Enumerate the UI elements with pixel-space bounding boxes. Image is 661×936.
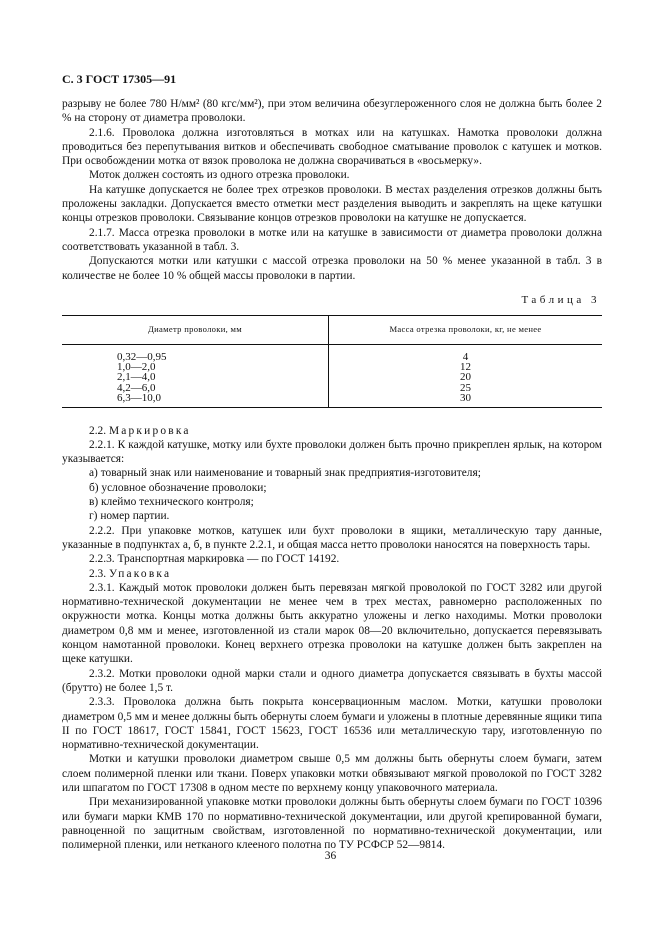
page-header: С. 3 ГОСТ 17305—91 <box>62 72 177 86</box>
list-item: б) условное обозначение проволоки; <box>89 481 267 494</box>
table-row <box>62 344 602 362</box>
paragraph-katushka: На катушке допускается не более трех отрезков проволоки. В местах разделения отрезков должны быть проложены закладки. Допускается вместо отметки мест разделения выводить и закреплять на щеке катушки концы отрезков проволоки. Связывание концов отрезков проволоки на катушке не допускается. <box>62 183 602 225</box>
table-cell-mass: 30 <box>329 393 603 407</box>
document-body <box>62 97 602 853</box>
section-heading-2-2 <box>62 424 602 438</box>
paragraph-2-3-1: 2.3.1. Каждый моток проволоки должен быть перевязан мягкой проволокой по ГОСТ 3282 или другой нормативно-технической документации не менее чем в трех местах, равномерно расположенных по окружности мотка. Концы мотка должны быть аккуратно уложены и легко находимы. Мотки проволоки диаметром 0,8 мм и менее, изготовленной из стали марок 08—20 включительно, допускается перевязывать концом намотанной проволоки. Конец верхнего отрезка проволоки на катушке должен быть закреплен на щеке катушки. <box>62 581 602 666</box>
paragraph-2-3-2: 2.3.2. Мотки проволоки одной марки стали и одного диаметра допускается связывать в бухты массой (брутто) не более 1,5 т. <box>62 667 602 694</box>
section-number: 2.3. <box>89 567 107 580</box>
section-title: Упаковка <box>108 567 172 580</box>
list-item: а) товарный знак или наименование и товарный знак предприятия-изготовителя; <box>89 467 481 480</box>
page-number: 36 <box>324 850 337 862</box>
table-cell-mass: 4 <box>462 350 469 363</box>
table-cell-diameter: 0,32—0,95 <box>62 344 329 362</box>
table-3 <box>62 315 602 407</box>
table-cell-diameter: 6,3—10,0 <box>62 393 329 407</box>
list-item: г) номер партии. <box>89 510 170 523</box>
paragraph-intro: разрыву не более 780 Н/мм² (80 кгс/мм²), при этом величина обезуглероженного слоя не должна быть более 2 % на сторону от диаметра проволоки. <box>62 98 602 125</box>
paragraph-2-1-6: 2.1.6. Проволока должна изготовляться в мотках или на катушках. Намотка проволоки должна проводиться без перепутывания витков и обеспечивать свободное сматывание проволок с катушек и мотков. При освобождении мотка от вязок проволока не должна сворачиваться в «восьмерку». <box>62 126 602 168</box>
paragraph-dopusk: Допускаются мотки или катушки с массой отрезка проволоки на 50 % менее указанной в табл. 3 в количестве не более 10 % общей массы проволоки в партии. <box>62 255 602 282</box>
table-header-row <box>62 316 602 344</box>
section-number: 2.2. <box>89 424 107 437</box>
table-header-diameter: Диаметр проволоки, мм <box>62 316 329 344</box>
paragraph-2-2-3: 2.2.3. Транспортная маркировка — по ГОСТ 14192. <box>89 553 340 566</box>
section-title: Маркировка <box>108 424 191 437</box>
paragraph-motki: Мотки и катушки проволоки диаметром свыше 0,5 мм должны быть обернуты слоем бумаги, затем слоем полимерной пленки или ткани. Поверх упаковки мотки обвязывают мягкой проволокой по ГОСТ 3282 или шпагатом по ГОСТ 17308 в одном месте по верхнему концу упаковочного материала. <box>62 753 602 795</box>
paragraph-2-2-2: 2.2.2. При упаковке мотков, катушек или бухт проволоки в ящики, металлическую тару данные, указанные в подпунктах а, б, в пункте 2.2.1, и общая масса нетто проволоки наносятся на поверхность тары. <box>62 524 602 551</box>
table-cell-mass: 12 <box>460 360 471 373</box>
table-cell-mass: 25 <box>460 381 471 394</box>
paragraph-2-1-7: 2.1.7. Масса отрезка проволоки в мотке или на катушке в зависимости от диаметра проволоки должна соответствовать указанной в табл. 3. <box>62 226 602 253</box>
table-row <box>62 393 602 407</box>
paragraph-mechanized: При механизированной упаковке мотки проволоки должны быть обернуты слоем бумаги по ГОСТ 10396 или бумаги марки КМВ 170 по нормативно-технической документации, или другой крепированной бумаги, равноценной по защитным свойствам, изготовленной по нормативно-технической документации, или полимерной пленки, или нетканого клееного полотна по ТУ РСФСР 52—9814. <box>62 796 602 852</box>
paragraph-2-2-1: 2.2.1. К каждой катушке, мотку или бухте проволоки должен быть прочно прикреплен ярлык, на котором указывается: <box>62 438 602 466</box>
list-item: в) клеймо технического контроля; <box>89 496 254 509</box>
table-cell-mass: 20 <box>460 371 471 384</box>
table-header-mass: Масса отрезка проволоки, кг, не менее <box>329 316 603 344</box>
section-heading-2-3 <box>62 567 602 581</box>
paragraph-2-3-3: 2.3.3. Проволока должна быть покрыта консервационным маслом. Мотки, катушки проволоки диаметром 0,5 мм и менее должны быть обернуты слоем бумаги и уложены в плотные деревянные ящики типа II по ГОСТ 18617, ГОСТ 15841, ГОСТ 15623, ГОСТ 16536 или металлическую тару, изготовленную по нормативно-технической документации. <box>62 696 602 752</box>
paragraph-motok: Моток должен состоять из одного отрезка проволоки. <box>89 169 350 182</box>
table-cell-diameter: 1,0—2,0 <box>62 362 329 372</box>
table-caption: Таблица 3 <box>521 293 600 306</box>
table-cell-diameter: 2,1—4,0 <box>62 372 329 382</box>
table-cell-diameter: 4,2—6,0 <box>62 383 329 393</box>
